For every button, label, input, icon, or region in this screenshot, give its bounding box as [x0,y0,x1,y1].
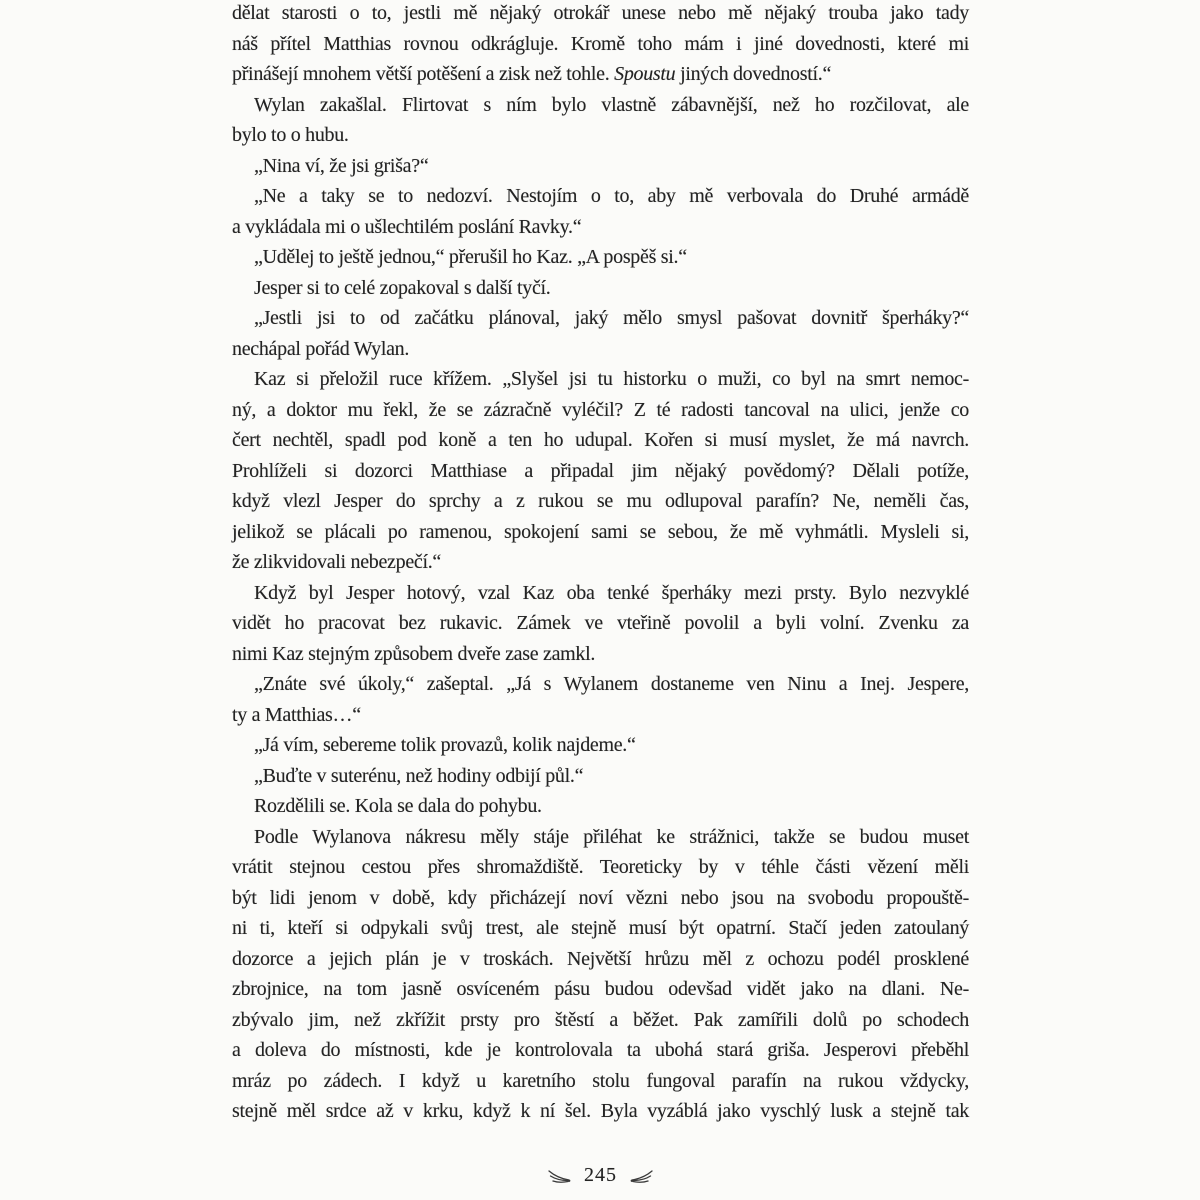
text-line [232,151,969,182]
text-line [232,90,969,121]
text-segment: „Ne a taky se to nedozví. Nestojím o to, aby mě verbovala do Druhé armádě [254,185,969,207]
text-segment: ni ti, kteří si odpykali svůj trest, ale stejně musí být opatrní. Stačí jeden zatoulaný [232,917,969,939]
text-segment: dělat starosti o to, jestli mě nějaký otrokář unese nebo mě nějaký trouba jako tady [232,2,969,24]
text-segment: Wylan zakašlal. Flirtovat s ním bylo vlastně zábavnější, než ho rozčilovat, ale [254,93,969,116]
text-segment: vidět ho pracovat bez rukavic. Zámek ve vteřině povolil a byli volní. Zvenku za [232,612,969,634]
page-number: 245 [584,1164,617,1186]
text-line [232,639,969,670]
text-segment: zbývalo jim, než zkřížit prsty pro štěstí a běžet. Pak zamířili dolů po schodech [232,1008,969,1031]
text-segment: nimi Kaz stejným způsobem dveře zase zamkl. [232,642,596,665]
text-line [232,59,969,90]
text-segment: „Já vím, sebereme tolik provazů, kolik najdeme.“ [254,734,636,756]
page-text [232,0,969,1127]
text-line [232,974,969,1005]
text-line [232,761,969,792]
text-line [232,883,969,914]
text-line [232,486,969,517]
fleuron-right-icon [630,1168,655,1183]
text-segment-italic: Spoustu [614,63,676,85]
text-segment: „Znáte své úkoly,“ zašeptal. „Já s Wylanem dostaneme ven Ninu a Inej. Jespere, [254,673,969,695]
text-segment: že zlikvidovali nebezpečí.“ [232,551,442,573]
text-segment: a vykládala mi o ušlechtilém poslání Ravky.“ [232,215,582,238]
text-line [232,334,969,365]
text-line [232,913,969,944]
text-line [232,425,969,456]
text-line [232,852,969,883]
text-segment: Jesper si to celé zopakoval s další tyčí. [254,276,551,299]
text-line [232,29,969,60]
text-segment: zbrojnice, na tom jasně osvíceném pásu budou odevšad vidět jako na dlani. Ne- [232,978,969,1000]
text-segment: „Jestli jsi to od začátku plánoval, jaký mělo smysl pašovat dovnitř šperháky?“ [254,307,969,329]
text-segment: „Nina ví, že jsi griša?“ [254,154,429,177]
text-segment: Podle Wylanova nákresu měly stáje přiléhat ke strážnici, takže se budou muset [254,825,969,848]
page-footer [232,1164,969,1187]
text-line [232,120,969,151]
text-line [232,608,969,639]
text-segment: mráz po zádech. I když u karetního stolu fungoval parafín na rukou vždycky, [232,1069,969,1092]
text-segment: ný, a doktor mu řekl, že se zázračně vyléčil? Z té radosti tancoval na ulici, jenže co [232,398,969,421]
text-line [232,1096,969,1127]
text-line [232,1035,969,1066]
text-line [232,547,969,578]
text-segment: nechápal pořád Wylan. [232,337,410,360]
text-line [232,303,969,334]
text-line [232,212,969,243]
text-line [232,517,969,548]
text-line [232,456,969,487]
text-segment: Rozdělili se. Kola se dala do pohybu. [254,795,542,817]
text-line [232,1066,969,1097]
text-segment: jelikož se plácali po ramenou, spokojení sami se sebou, že mě vyhmátli. Mysleli si, [232,520,969,543]
text-segment: když vlezl Jesper do sprchy a z rukou se mu odlupoval parafín? Ne, neměli čas, [232,490,969,512]
text-line [232,242,969,273]
text-segment: ty a Matthias…“ [232,703,361,726]
text-segment: vrátit stejnou cestou přes shromaždiště. Teoreticky by v téhle části vězení měli [232,856,969,878]
text-line [232,700,969,731]
text-line [232,944,969,975]
text-segment: jiných dovedností.“ [675,63,832,85]
text-line [232,791,969,822]
fleuron-left-icon [546,1168,571,1183]
text-line [232,1005,969,1036]
text-line [232,578,969,609]
text-segment: bylo to o hubu. [232,124,349,146]
text-segment: náš přítel Matthias rovnou odkrágluje. Kromě toho mám i jiné dovednosti, které mi [232,32,969,55]
text-segment: dozorce a jejich plán je v troskách. Největší hrůzu měl z ochozu podél prosklené [232,947,969,970]
text-segment: Kaz si přeložil ruce křížem. „Slyšel jsi tu historku o muži, co byl na smrt nemoc- [254,368,969,390]
text-line [232,0,969,29]
text-segment: a doleva do místnosti, kde je kontrolovala ta ubohá stará griša. Jesperovi přeběhl [232,1039,969,1061]
text-line [232,730,969,761]
text-segment: Když byl Jesper hotový, vzal Kaz oba tenké šperháky mezi prsty. Bylo nezvyklé [254,581,969,604]
text-line [232,181,969,212]
text-line [232,364,969,395]
text-segment: „Udělej to ještě jednou,“ přerušil ho Kaz. „A pospěš si.“ [254,246,687,268]
text-line [232,395,969,426]
text-segment: být lidi jenom v době, kdy přicházejí noví vězni nebo jsou na svobodu propouště- [232,886,969,909]
text-segment: „Buďte v suterénu, než hodiny odbijí půl.“ [254,764,584,787]
text-segment: Prohlíželi si dozorci Matthiase a připadal jim nějaký povědomý? Dělali potíže, [232,459,969,482]
text-segment: stejně měl srdce až v krku, když k ní šel. Byla vyzáblá jako vyschlý lusk a stejně tak [232,1100,969,1122]
text-line [232,669,969,700]
text-segment: přinášejí mnohem větší potěšení a zisk než tohle. [232,63,615,85]
text-line [232,273,969,304]
text-line [232,822,969,853]
text-segment: čert nechtěl, spadl pod koně a ten ho udupal. Kořen si musí myslet, že má navrch. [232,429,969,451]
